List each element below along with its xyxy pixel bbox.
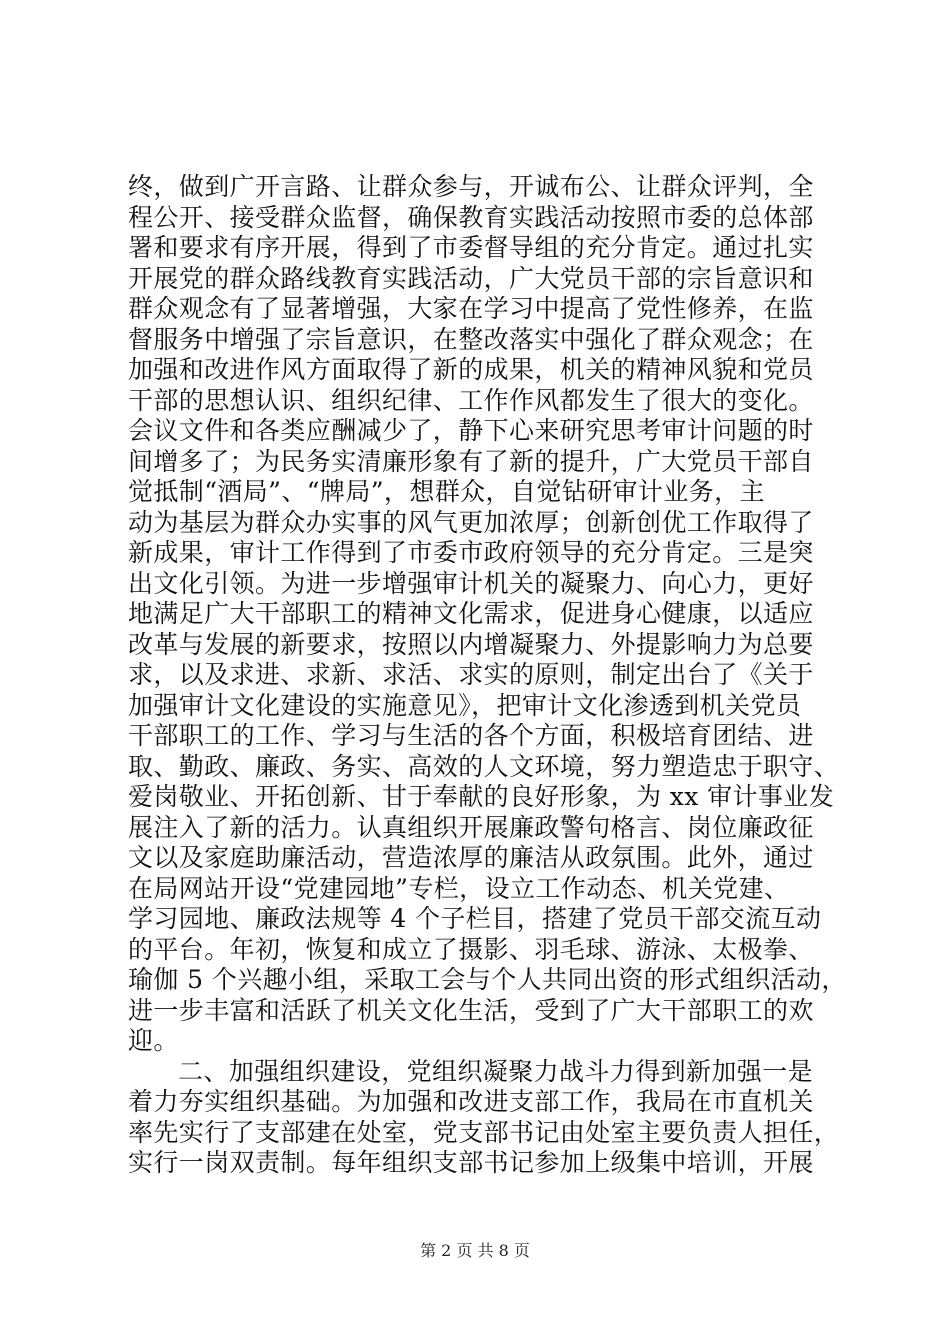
text-line: 会议文件和各类应酬减少了，静下心来研究思考审计问题的时 [128,416,814,445]
body-text [128,172,847,1179]
text-line: 改革与发展的新要求，按照以内增凝聚力、外提影响力为总要 [128,629,814,659]
section-heading-line: 二、加强组织建设，党组织凝聚力战斗力得到新加强一是 [178,1056,814,1086]
text-line: 地满足广大干部职工的精神文化需求，促进身心健康，以适应 [128,599,814,628]
text-line: 文以及家庭助廉活动，营造浓厚的廉洁从政氛围。此外，通过 [128,843,814,872]
text-line: 展注入了新的活力。认真组织开展廉政警句格言、岗位廉政征 [128,812,814,842]
text-line: 进一步丰富和活跃了机关文化生活，受到了广大干部职工的欢 [128,995,814,1025]
text-line: 群众观念有了显著增强，大家在学习中提高了党性修养，在监 [128,294,814,323]
page-number-footer: 第 2 页 共 8 页 [420,1241,530,1260]
text-line: 爱岗敬业、开拓创新、甘于奉献的良好形象，为 xx 审计事业发 [128,782,835,811]
text-line: 率先实行了支部建在处室，党支部书记由处室主要负责人担任， [128,1117,840,1147]
text-line: 觉抵制“酒局”、“牌局”，想群众，自觉钻研审计业务，主 [128,477,765,506]
text-line: 求，以及求进、求新、求活、求实的原则，制定出台了《关于 [128,660,814,689]
text-line: 在局网站开设“党建园地”专栏，设立工作动态、机关党建、 [128,873,790,903]
text-line: 开展党的群众路线教育实践活动，广大党员干部的宗旨意识和 [128,263,814,293]
text-line: 迎。 [128,1026,179,1055]
text-line: 新成果，审计工作得到了市委市政府领导的充分肯定。三是突 [128,538,814,567]
text-line: 干部职工的工作、学习与生活的各个方面，积极培育团结、进 [128,721,814,750]
text-line: 督服务中增强了宗旨意识，在整改落实中强化了群众观念；在 [128,324,814,354]
text-line: 加强和改进作风方面取得了新的成果，机关的精神风貌和党员 [128,355,814,384]
text-line: 实行一岗双责制。每年组织支部书记参加上级集中培训，开展 [128,1148,814,1177]
text-line: 学习园地、廉政法规等 4 个子栏目，搭建了党员干部交流互动 [128,904,822,933]
text-line: 间增多了；为民务实清廉形象有了新的提升，广大党员干部自 [128,446,814,476]
text-line: 加强审计文化建设的实施意见》，把审计文化渗透到机关党员 [128,690,802,720]
text-line: 取、勤政、廉政、务实、高效的人文环境，努力塑造忠于职守、 [128,751,840,781]
text-line: 终，做到广开言路、让群众参与，开诚布公、让群众评判，全 [128,172,814,201]
text-line: 署和要求有序开展，得到了市委督导组的充分肯定。通过扎实 [128,233,814,262]
text-line: 程公开、接受群众监督，确保教育实践活动按照市委的总体部 [128,202,814,232]
text-line: 动为基层为群众办实事的风气更加浓厚；创新创优工作取得了 [128,507,814,537]
text-line: 的平台。年初，恢复和成立了摄影、羽毛球、游泳、太极拳、 [128,934,814,964]
text-line: 着力夯实组织基础。为加强和改进支部工作，我局在市直机关 [128,1087,814,1116]
text-line: 干部的思想认识、组织纪律、工作作风都发生了很大的变化。 [128,385,814,415]
text-line: 瑜伽 5 个兴趣小组，采取工会与个人共同出资的形式组织活动， [128,965,847,994]
text-line: 出文化引领。为进一步增强审计机关的凝聚力、向心力，更好 [128,568,814,598]
